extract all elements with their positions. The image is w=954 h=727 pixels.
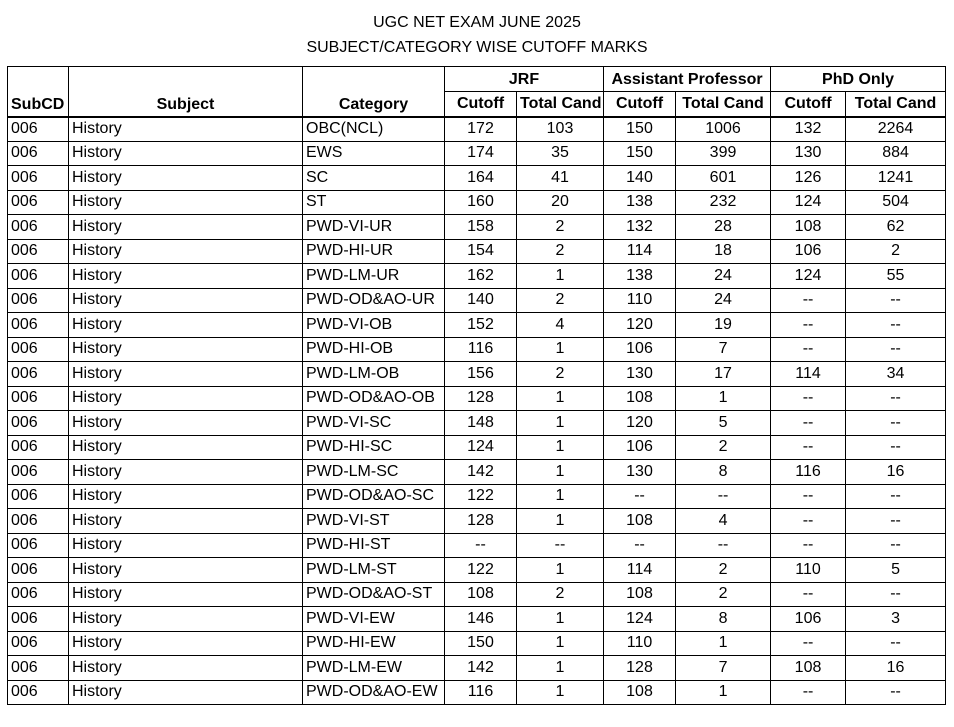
cell-subcd: 006 [8,656,69,681]
cell-ap-cutoff: 132 [604,215,676,240]
cell-phd-cutoff: 106 [771,607,846,632]
cell-ap-total-cand: 2 [676,435,771,460]
cell-ap-total-cand: 1 [676,631,771,656]
table-row [8,386,946,411]
table-row [8,656,946,681]
header-group-phd-only: PhD Only [771,67,946,92]
cell-phd-total-cand: -- [846,484,946,509]
cell-subcd: 006 [8,411,69,436]
table-row [8,631,946,656]
cell-jrf-cutoff: 154 [445,239,517,264]
cell-ap-total-cand: 19 [676,313,771,338]
cell-ap-total-cand: 7 [676,337,771,362]
cell-category: PWD-HI-UR [303,239,445,264]
table-row [8,117,946,142]
cell-jrf-total-cand: 4 [517,313,604,338]
cell-ap-cutoff: 150 [604,141,676,166]
cell-ap-total-cand: 24 [676,264,771,289]
cell-phd-cutoff: 116 [771,460,846,485]
cell-ap-cutoff: 108 [604,680,676,705]
cell-category: PWD-OD&AO-SC [303,484,445,509]
cell-phd-cutoff: -- [771,484,846,509]
cell-phd-total-cand: -- [846,288,946,313]
cell-subcd: 006 [8,117,69,142]
cell-jrf-cutoff: 156 [445,362,517,387]
cell-ap-total-cand: 1 [676,680,771,705]
cell-jrf-total-cand: 2 [517,582,604,607]
cell-ap-cutoff: 138 [604,264,676,289]
cell-ap-total-cand: 2 [676,582,771,607]
cell-subcd: 006 [8,460,69,485]
cell-phd-total-cand: 62 [846,215,946,240]
cell-subcd: 006 [8,337,69,362]
table-row [8,509,946,534]
cell-jrf-cutoff: 160 [445,190,517,215]
cell-subject: History [69,411,303,436]
cell-jrf-total-cand: 1 [517,631,604,656]
cell-subcd: 006 [8,166,69,191]
cell-jrf-total-cand: 1 [517,386,604,411]
cell-subcd: 006 [8,680,69,705]
cell-phd-cutoff: 108 [771,656,846,681]
cell-jrf-total-cand: 1 [517,558,604,583]
cell-subject: History [69,239,303,264]
cell-phd-cutoff: 124 [771,264,846,289]
cell-phd-cutoff: 126 [771,166,846,191]
cell-phd-cutoff: 106 [771,239,846,264]
cell-jrf-cutoff: 122 [445,484,517,509]
cell-phd-cutoff: -- [771,509,846,534]
cell-jrf-cutoff: 142 [445,656,517,681]
cell-jrf-cutoff: 116 [445,680,517,705]
cell-ap-cutoff: 130 [604,362,676,387]
cell-phd-cutoff: 108 [771,215,846,240]
table-row [8,362,946,387]
cell-subcd: 006 [8,313,69,338]
cell-subject: History [69,117,303,142]
cell-jrf-total-cand: 1 [517,337,604,362]
cell-jrf-cutoff: 146 [445,607,517,632]
cell-phd-cutoff: -- [771,386,846,411]
cell-jrf-cutoff: 140 [445,288,517,313]
title-block [0,10,954,60]
cell-jrf-total-cand: 35 [517,141,604,166]
cell-jrf-total-cand: 1 [517,435,604,460]
cell-phd-cutoff: 114 [771,362,846,387]
cell-phd-total-cand: -- [846,337,946,362]
cell-jrf-total-cand: -- [517,533,604,558]
cell-phd-total-cand: -- [846,435,946,460]
cell-ap-cutoff: 106 [604,435,676,460]
cell-subcd: 006 [8,288,69,313]
cell-jrf-total-cand: 2 [517,288,604,313]
cell-ap-total-cand: -- [676,484,771,509]
header-ap-cutoff: Cutoff [604,92,676,117]
cell-category: PWD-LM-ST [303,558,445,583]
table-row [8,215,946,240]
cell-subcd: 006 [8,239,69,264]
table-row [8,484,946,509]
cell-phd-total-cand: 504 [846,190,946,215]
cell-jrf-total-cand: 2 [517,239,604,264]
cell-category: PWD-LM-EW [303,656,445,681]
cell-jrf-total-cand: 2 [517,362,604,387]
cell-category: PWD-HI-SC [303,435,445,460]
cell-jrf-cutoff: 128 [445,509,517,534]
table-row [8,460,946,485]
cell-phd-total-cand: 3 [846,607,946,632]
table-row [8,239,946,264]
cell-ap-total-cand: 18 [676,239,771,264]
cell-jrf-total-cand: 103 [517,117,604,142]
table-row [8,558,946,583]
cell-phd-total-cand: 2264 [846,117,946,142]
cell-subcd: 006 [8,533,69,558]
cell-jrf-total-cand: 1 [517,411,604,436]
cell-category: PWD-VI-UR [303,215,445,240]
cell-jrf-cutoff: 158 [445,215,517,240]
cell-subcd: 006 [8,141,69,166]
cell-ap-cutoff: 124 [604,607,676,632]
cell-jrf-total-cand: 1 [517,509,604,534]
cell-phd-cutoff: 130 [771,141,846,166]
cell-ap-cutoff: 120 [604,411,676,436]
cell-ap-total-cand: 5 [676,411,771,436]
cell-phd-cutoff: -- [771,533,846,558]
cell-ap-total-cand: 8 [676,460,771,485]
table-row [8,313,946,338]
cell-ap-cutoff: 108 [604,582,676,607]
header-group-assistant-professor: Assistant Professor [604,67,771,92]
cell-jrf-cutoff: 128 [445,386,517,411]
cell-ap-total-cand: 8 [676,607,771,632]
page-title: UGC NET EXAM JUNE 2025 [373,14,581,31]
table-row [8,264,946,289]
cell-category: PWD-VI-EW [303,607,445,632]
cell-phd-cutoff: 124 [771,190,846,215]
header-category: Category [303,67,445,117]
cell-ap-cutoff: 110 [604,288,676,313]
cell-phd-total-cand: 16 [846,460,946,485]
cell-ap-total-cand: 1006 [676,117,771,142]
cell-phd-total-cand: -- [846,411,946,436]
cell-ap-cutoff: 128 [604,656,676,681]
cell-phd-total-cand: -- [846,631,946,656]
cell-category: PWD-OD&AO-ST [303,582,445,607]
cell-ap-total-cand: 4 [676,509,771,534]
cell-phd-cutoff: 110 [771,558,846,583]
cell-ap-cutoff: 150 [604,117,676,142]
cell-subcd: 006 [8,362,69,387]
cell-subject: History [69,460,303,485]
cell-subject: History [69,680,303,705]
cell-subcd: 006 [8,435,69,460]
cell-subject: History [69,484,303,509]
cell-phd-cutoff: -- [771,411,846,436]
cell-subcd: 006 [8,558,69,583]
header-phd-cutoff: Cutoff [771,92,846,117]
cell-phd-cutoff: -- [771,631,846,656]
cell-ap-total-cand: 7 [676,656,771,681]
cell-jrf-total-cand: 1 [517,656,604,681]
cell-phd-cutoff: -- [771,435,846,460]
cell-ap-cutoff: -- [604,484,676,509]
cell-jrf-cutoff: 148 [445,411,517,436]
cell-ap-total-cand: 24 [676,288,771,313]
table-row [8,411,946,436]
cell-subcd: 006 [8,607,69,632]
table-row [8,288,946,313]
cell-phd-cutoff: -- [771,313,846,338]
cell-jrf-cutoff: 152 [445,313,517,338]
header-subject: Subject [69,67,303,117]
cell-subject: History [69,533,303,558]
table-row [8,190,946,215]
cell-phd-total-cand: 34 [846,362,946,387]
cell-category: PWD-VI-ST [303,509,445,534]
cell-category: OBC(NCL) [303,117,445,142]
cell-subject: History [69,215,303,240]
table-row [8,141,946,166]
cell-phd-total-cand: -- [846,509,946,534]
table-row [8,582,946,607]
cell-jrf-total-cand: 1 [517,680,604,705]
table-row [8,435,946,460]
cell-category: EWS [303,141,445,166]
cell-category: PWD-VI-OB [303,313,445,338]
cell-jrf-cutoff: 124 [445,435,517,460]
cell-category: PWD-LM-UR [303,264,445,289]
cell-ap-cutoff: 120 [604,313,676,338]
header-jrf-total-cand: Total Cand [517,92,604,117]
cell-ap-total-cand: 2 [676,558,771,583]
page-subtitle: SUBJECT/CATEGORY WISE CUTOFF MARKS [306,39,648,56]
cell-category: SC [303,166,445,191]
cell-ap-total-cand: -- [676,533,771,558]
cell-ap-cutoff: 108 [604,386,676,411]
table-header [8,67,946,117]
cell-subject: History [69,435,303,460]
cell-subcd: 006 [8,386,69,411]
cell-phd-total-cand: -- [846,386,946,411]
cell-category: ST [303,190,445,215]
cell-phd-total-cand: 2 [846,239,946,264]
cell-category: PWD-OD&AO-OB [303,386,445,411]
header-subcd: SubCD [8,67,69,117]
table-row [8,607,946,632]
cell-phd-total-cand: 884 [846,141,946,166]
cell-subcd: 006 [8,509,69,534]
cell-phd-total-cand: 55 [846,264,946,289]
cell-ap-cutoff: 130 [604,460,676,485]
header-group-jrf: JRF [445,67,604,92]
cell-category: PWD-HI-OB [303,337,445,362]
cell-jrf-total-cand: 2 [517,215,604,240]
cell-ap-cutoff: 108 [604,509,676,534]
cell-phd-cutoff: -- [771,582,846,607]
cell-phd-total-cand: -- [846,313,946,338]
cell-jrf-total-cand: 1 [517,484,604,509]
cell-phd-total-cand: 16 [846,656,946,681]
cell-phd-total-cand: -- [846,582,946,607]
cell-phd-cutoff: -- [771,680,846,705]
cell-subject: History [69,337,303,362]
cutoff-table [7,66,946,705]
cell-ap-cutoff: 138 [604,190,676,215]
cell-subject: History [69,582,303,607]
cell-jrf-cutoff: 174 [445,141,517,166]
cell-subject: History [69,190,303,215]
cell-ap-cutoff: 114 [604,239,676,264]
cell-subject: History [69,166,303,191]
cell-subject: History [69,264,303,289]
cell-subcd: 006 [8,484,69,509]
cell-phd-total-cand: 5 [846,558,946,583]
cell-subcd: 006 [8,215,69,240]
cell-ap-cutoff: 114 [604,558,676,583]
cell-phd-cutoff: -- [771,337,846,362]
cell-jrf-cutoff: 164 [445,166,517,191]
cell-subject: History [69,288,303,313]
cell-ap-total-cand: 399 [676,141,771,166]
cell-subject: History [69,607,303,632]
table-body [8,117,946,705]
cell-subject: History [69,386,303,411]
header-ap-total-cand: Total Cand [676,92,771,117]
cell-phd-total-cand: 1241 [846,166,946,191]
cell-subject: History [69,362,303,387]
cell-ap-cutoff: -- [604,533,676,558]
cell-subject: History [69,141,303,166]
cell-ap-total-cand: 601 [676,166,771,191]
cell-jrf-total-cand: 1 [517,460,604,485]
cell-phd-cutoff: 132 [771,117,846,142]
cell-ap-cutoff: 140 [604,166,676,191]
cell-jrf-cutoff: 122 [445,558,517,583]
cell-phd-total-cand: -- [846,680,946,705]
cell-category: PWD-LM-SC [303,460,445,485]
cell-jrf-cutoff: 116 [445,337,517,362]
cell-subject: History [69,656,303,681]
cell-jrf-cutoff: -- [445,533,517,558]
cell-jrf-total-cand: 41 [517,166,604,191]
cell-category: PWD-VI-SC [303,411,445,436]
table-row [8,166,946,191]
cell-jrf-cutoff: 150 [445,631,517,656]
cell-jrf-cutoff: 142 [445,460,517,485]
cell-subject: History [69,313,303,338]
table-row [8,337,946,362]
cell-category: PWD-OD&AO-EW [303,680,445,705]
cell-ap-total-cand: 28 [676,215,771,240]
cell-jrf-cutoff: 108 [445,582,517,607]
cell-ap-cutoff: 106 [604,337,676,362]
header-jrf-cutoff: Cutoff [445,92,517,117]
cell-jrf-total-cand: 20 [517,190,604,215]
cell-jrf-cutoff: 172 [445,117,517,142]
cell-ap-total-cand: 17 [676,362,771,387]
cell-jrf-total-cand: 1 [517,264,604,289]
cell-ap-total-cand: 1 [676,386,771,411]
cell-subcd: 006 [8,582,69,607]
cell-phd-cutoff: -- [771,288,846,313]
cell-ap-cutoff: 110 [604,631,676,656]
cell-subject: History [69,509,303,534]
cell-subject: History [69,558,303,583]
cell-subject: History [69,631,303,656]
cell-phd-total-cand: -- [846,533,946,558]
cell-category: PWD-OD&AO-UR [303,288,445,313]
cell-subcd: 006 [8,264,69,289]
table-row [8,533,946,558]
cell-jrf-total-cand: 1 [517,607,604,632]
cell-category: PWD-HI-ST [303,533,445,558]
cell-ap-total-cand: 232 [676,190,771,215]
cell-category: PWD-LM-OB [303,362,445,387]
header-phd-total-cand: Total Cand [846,92,946,117]
cell-jrf-cutoff: 162 [445,264,517,289]
cell-category: PWD-HI-EW [303,631,445,656]
cell-subcd: 006 [8,190,69,215]
cell-subcd: 006 [8,631,69,656]
table-row [8,680,946,705]
